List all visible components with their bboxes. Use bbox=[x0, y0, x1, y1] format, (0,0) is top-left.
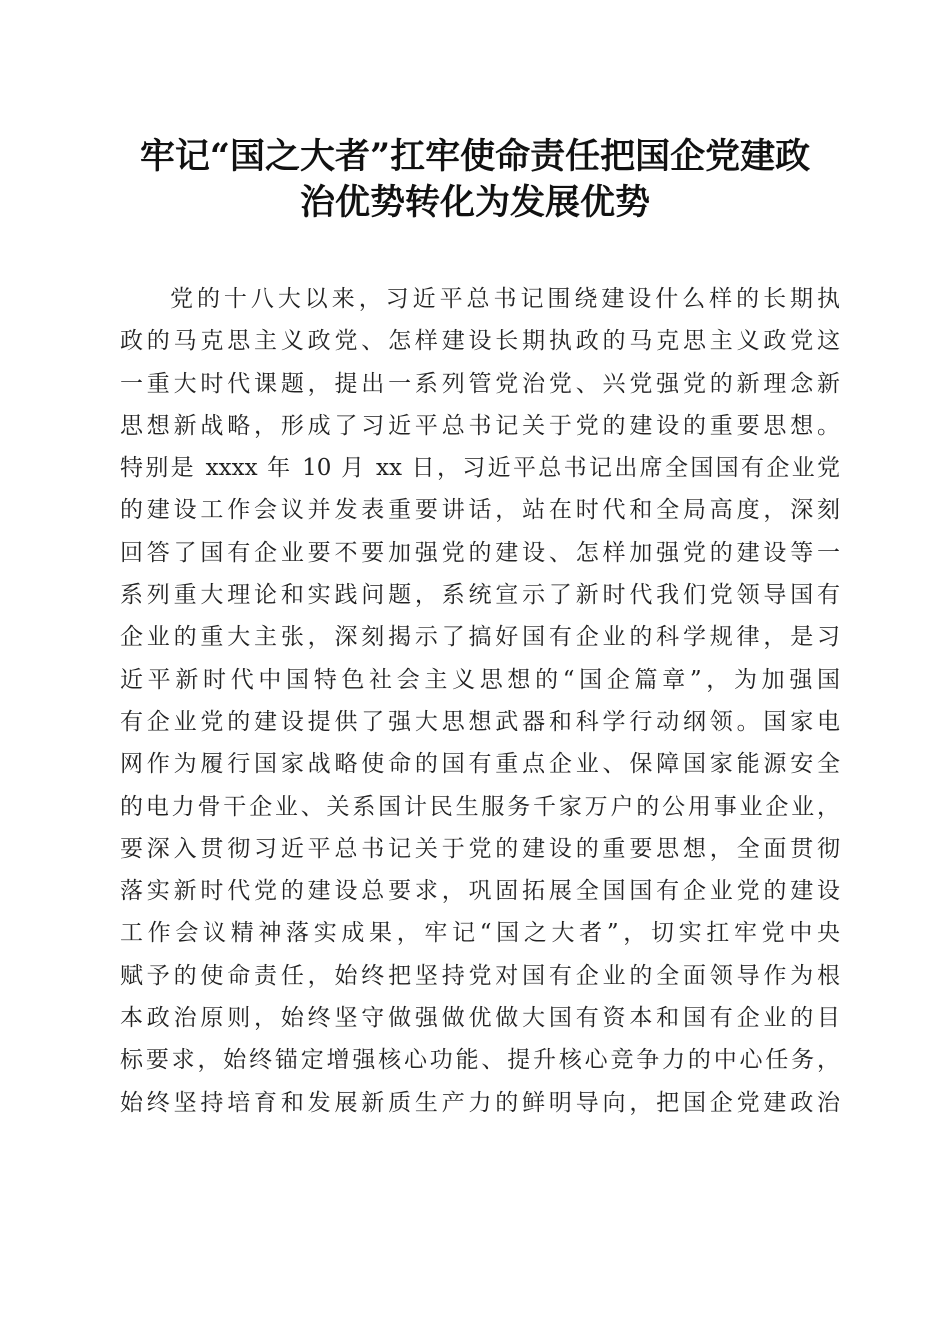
paragraph-line: 工作会议精神落实成果，牢记“国之大者”，切实扛牢党中央 bbox=[120, 920, 840, 947]
document-title bbox=[100, 134, 850, 226]
paragraph-line: 本政治原则，始终坚守做强做优做大国有资本和国有企业的目 bbox=[120, 1005, 840, 1032]
paragraph-line: 一重大时代课题，提出一系列管党治党、兴党强党的新理念新 bbox=[120, 370, 840, 397]
paragraph-line: 近平新时代中国特色社会主义思想的“国企篇章”，为加强国 bbox=[120, 666, 840, 693]
paragraph-line: 网作为履行国家战略使命的国有重点企业、保障国家能源安全 bbox=[120, 751, 840, 778]
paragraph-line: 系列重大理论和实践问题，系统宣示了新时代我们党领导国有 bbox=[120, 582, 840, 609]
paragraph-line: 思想新战略，形成了习近平总书记关于党的建设的重要思想。 bbox=[120, 412, 840, 439]
paragraph-line: 有企业党的建设提供了强大思想武器和科学行动纲领。国家电 bbox=[120, 708, 840, 735]
paragraph-line: 赋予的使命责任，始终把坚持党对国有企业的全面领导作为根 bbox=[120, 962, 840, 989]
paragraph-line: 政的马克思主义政党、怎样建设长期执政的马克思主义政党这 bbox=[120, 328, 840, 355]
paragraph-line: 的建设工作会议并发表重要讲话，站在时代和全局高度，深刻 bbox=[120, 497, 840, 524]
paragraph-line: 要深入贯彻习近平总书记关于党的建设的重要思想，全面贯彻 bbox=[120, 835, 840, 862]
document-body bbox=[120, 278, 840, 1124]
paragraph-line: 回答了国有企业要不要加强党的建设、怎样加强党的建设等一 bbox=[120, 539, 840, 566]
title-line: 牢记“国之大者”扛牢使命责任把国企党建政 bbox=[139, 136, 811, 177]
paragraph-line: 特别是 xxxx 年 10 月 xx 日，习近平总书记出席全国国有企业党 bbox=[120, 455, 840, 482]
paragraph-line: 企业的重大主张，深刻揭示了搞好国有企业的科学规律，是习 bbox=[120, 624, 840, 651]
paragraph-line: 标要求，始终锚定增强核心功能、提升核心竞争力的中心任务， bbox=[120, 1047, 840, 1074]
paragraph-line: 党的十八大以来，习近平总书记围绕建设什么样的长期执 bbox=[170, 286, 840, 312]
title-line: 治优势转化为发展优势 bbox=[299, 182, 650, 223]
paragraph-line: 落实新时代党的建设总要求，巩固拓展全国国有企业党的建设 bbox=[120, 878, 840, 905]
paragraph-line: 的电力骨干企业、关系国计民生服务千家万户的公用事业企业， bbox=[120, 793, 840, 820]
paragraph-line: 始终坚持培育和发展新质生产力的鲜明导向，把国企党建政治 bbox=[120, 1089, 840, 1116]
